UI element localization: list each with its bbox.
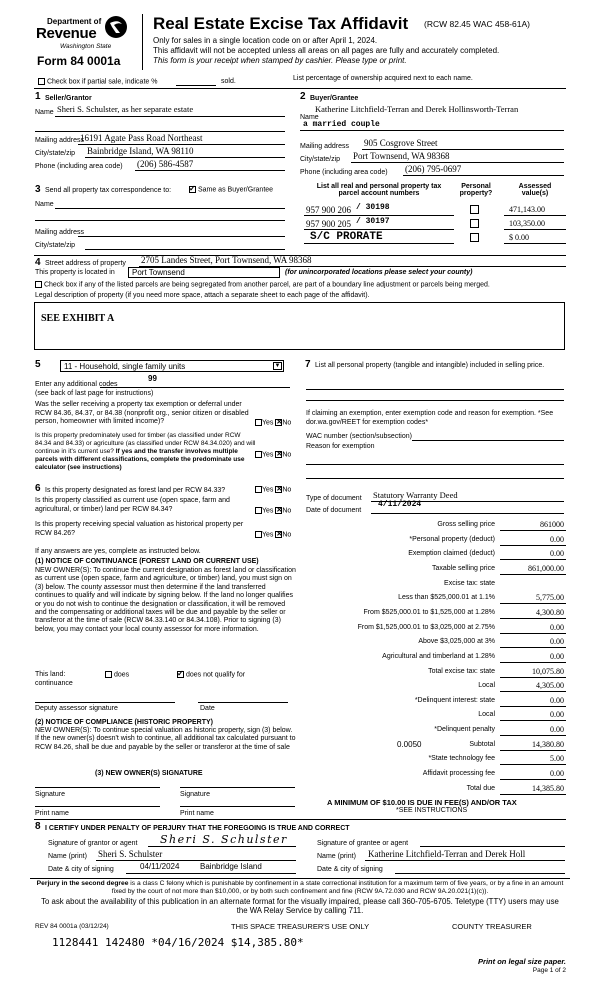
seller-mailing-field[interactable]: 16191 Agate Pass Road Northeast — [80, 133, 203, 143]
grantee-name-label: Name (print) — [317, 853, 356, 860]
calc-row — [300, 769, 566, 781]
corr-city-field[interactable] — [85, 249, 285, 250]
calc-row-label: Local — [478, 682, 495, 689]
no-label: No — [282, 419, 292, 427]
table-row[interactable] — [304, 217, 566, 231]
perjury-notice — [30, 880, 570, 896]
additional-codes-label: Enter any additional codes — [35, 381, 118, 388]
current-use-no-checkbox[interactable] — [275, 507, 282, 514]
assessed-value: $ 0.00 — [509, 233, 529, 242]
if-yes-note: If any answers are yes, complete as instructed below. — [35, 548, 201, 555]
header-note-1: Only for sales in a single location code on or after April 1, 2024. — [153, 36, 378, 45]
calc-row-value[interactable]: 0.00 — [550, 769, 564, 778]
location-value: Port Townsend — [132, 268, 185, 277]
parcel-number: S/C PRORATE — [310, 231, 383, 243]
grantor-name-field[interactable]: Sheri S. Schulster — [98, 849, 163, 859]
doc-type-label: Type of document — [306, 495, 362, 502]
treasurer-state-label: THIS SPACE TREASURER'S USE ONLY — [231, 922, 370, 931]
calc-row-value[interactable]: 4,300.80 — [536, 608, 564, 617]
calc-row-label: Local — [478, 711, 495, 718]
perjury-bold: Perjury in the second degree — [36, 880, 129, 887]
parcel-number: 957 900 205 — [306, 219, 351, 229]
deputy-date-label: Date — [200, 705, 215, 712]
use-code-select[interactable] — [60, 360, 284, 372]
section3-num: 3 — [35, 184, 41, 195]
calc-row-label: Affidavit processing fee — [422, 770, 495, 777]
alt-format-notice: To ask about the availability of this publication in an alternate format for the visually impaired, please call 360-705-6705. Teletype (TTY) users may use the WA Relay Service by calling 711. — [41, 897, 559, 915]
calc-row-value[interactable]: 0.00 — [550, 710, 564, 719]
grantee-date-label: Date & city of signing — [317, 866, 383, 873]
historic-question: Is this property receiving special valuation as historical property per RCW 84.26? — [35, 521, 244, 537]
calc-row-label: Excise tax: state — [444, 580, 495, 587]
located-note: (for unincorporated locations please select your county) — [285, 269, 473, 276]
print-name-label-1: Print name — [35, 810, 69, 817]
legal-desc-label: Legal description of property (if you need more space, attach a separate sheet to each page of the affidavit). — [35, 292, 370, 299]
no-label: No — [282, 531, 292, 539]
calc-row — [300, 652, 566, 664]
table-row[interactable] — [304, 231, 566, 245]
calc-row — [300, 608, 566, 620]
doc-date-label: Date of document — [306, 507, 362, 514]
seller-city-label: City/state/zip — [35, 150, 76, 157]
dor-logo — [34, 12, 130, 70]
street-label: Street address of property — [45, 260, 126, 267]
calc-row — [300, 725, 566, 737]
calc-row — [300, 579, 566, 591]
location-select[interactable] — [128, 267, 280, 278]
table-row[interactable] — [304, 203, 566, 217]
grantee-date-field[interactable] — [395, 873, 565, 874]
ownership-note: List percentage of ownership acquired next to each name. — [293, 75, 473, 82]
calc-row-value[interactable]: 5.00 — [550, 754, 564, 763]
corr-name-field[interactable] — [55, 208, 285, 209]
timber-yes-checkbox[interactable] — [255, 451, 262, 458]
calc-row-value[interactable]: 0.00 — [550, 623, 564, 632]
timber-no-checkbox[interactable] — [275, 451, 282, 458]
seller-phone-label: Phone (including area code) — [35, 163, 123, 170]
notice1-title: (1) NOTICE OF CONTINUANCE (FOREST LAND OR CURRENT USE) — [35, 558, 259, 565]
current-use-question: Is this property classified as current use (open space, farm and agricultural, or timber) land per RCW 84.34? — [35, 497, 230, 513]
timber-question-text: Is this property predominately used for timber (as classified under RCW 84.34 and 84.33) or agriculture (as classified under RCW 84.34.020) and will continue in it's current use? — [35, 432, 256, 455]
buyer-city-label: City/state/zip — [300, 156, 341, 163]
local-rate: 0.0050 — [397, 740, 422, 749]
header-note-2: This affidavit will not be accepted unless all areas on all pages are fully and accurately completed. — [153, 46, 500, 55]
signature-label-2: Signature — [180, 791, 210, 798]
notice2-body: NEW OWNER(S): To continue special valuation as historic property, sign (3) below. If the new owner(s) doesn't wish to continue, all additional tax calculated pursuant to RCW 84.26, shall be due and payable by the seller or transferor at the time of sale — [35, 727, 296, 751]
parcel-header-assessed: Assessed value(s) — [518, 183, 552, 197]
this-land-label: This land: — [35, 671, 66, 678]
calc-row-value[interactable]: 10,075.80 — [532, 667, 564, 676]
parcel-sub: / 30197 — [356, 217, 390, 226]
see-back-note: (see back of last page for instructions) — [35, 390, 154, 397]
personal-property-field[interactable] — [306, 389, 564, 390]
see-instructions: *SEE INSTRUCTIONS — [396, 807, 468, 814]
chevron-down-icon[interactable]: ▼ — [274, 363, 281, 369]
grantor-sig-label: Signature of grantor or agent — [48, 840, 138, 847]
grantor-date-label: Date & city of signing — [48, 866, 114, 873]
perjury-text: is a class C felony which is punishable by confinement in a state correctional institution for a maximum term of five years, or by a fine in an amount fixed by the court of not more than $10,000, or by both such confinement and fine (RCW 9A.72.030 and RCW 9A.20.021(1)(c)). — [111, 880, 564, 895]
section7-num: 7 — [305, 359, 311, 370]
buyer-name-field[interactable]: Katherine Litchfield-Terran and Derek Hollinsworth-Terran — [315, 104, 519, 114]
personal-property-checkbox[interactable] — [470, 205, 479, 214]
historic-no-checkbox[interactable] — [275, 531, 282, 538]
dept-line1: Department of — [47, 17, 102, 26]
grantor-name-label: Name (print) — [48, 853, 87, 860]
calc-row-value[interactable]: 0.00 — [550, 696, 564, 705]
deputy-date-field[interactable] — [198, 702, 288, 703]
section1-num: 1 — [35, 91, 41, 102]
calc-row-value[interactable]: 861,000.00 — [528, 564, 564, 573]
calc-row-value[interactable]: 0.00 — [550, 549, 564, 558]
grantee-sig-label: Signature of grantee or agent — [317, 840, 409, 847]
calc-row-label: Above $3,025,000 at 3% — [418, 638, 495, 645]
notice2-title: (2) NOTICE OF COMPLIANCE (HISTORIC PROPERTY) — [35, 719, 213, 726]
seller-mailing-label: Mailing address — [35, 137, 85, 144]
personal-property-label: List all personal property (tangible and intangible) included in selling price. — [315, 362, 545, 369]
notice3-title: (3) NEW OWNER(S) SIGNATURE — [95, 770, 203, 777]
calc-row-label: Total due — [466, 785, 495, 792]
calc-row-label: Agricultural and timberland at 1.28% — [382, 653, 495, 660]
calc-row — [300, 564, 566, 576]
segregated-checkbox[interactable] — [35, 281, 42, 288]
parcel-header-list: List all real and personal property tax parcel account numbers — [316, 183, 442, 197]
historic-yes-checkbox[interactable] — [255, 531, 262, 538]
use-code-value: 11 - Household, single family units — [64, 362, 186, 371]
personal-property-checkbox[interactable] — [470, 233, 479, 242]
certify-text: I CERTIFY UNDER PENALTY OF PERJURY THAT THE FOREGOING IS TRUE AND CORRECT — [45, 825, 350, 832]
calc-row — [300, 740, 566, 752]
parcel-number: 957 900 206 — [306, 205, 351, 215]
buyer-phone-field[interactable]: (206) 795-0697 — [405, 164, 462, 174]
calc-row-value[interactable]: 14,385.80 — [532, 784, 564, 793]
seller-phone-field[interactable]: (206) 586-4587 — [137, 159, 194, 169]
dept-line3: Washington State — [60, 43, 112, 50]
reason-field[interactable] — [306, 464, 564, 465]
grantee-name-field[interactable]: Katherine Litchfield-Terran and Derek Holl — [368, 849, 526, 859]
yes-label: Yes — [262, 451, 274, 459]
doc-date-field[interactable]: 4/11/2024 — [378, 500, 422, 509]
calc-row-label: *State technology fee — [428, 755, 495, 762]
assessed-value: 103,350.00 — [509, 219, 545, 228]
section4-num: 4 — [35, 257, 41, 268]
additional-codes-field[interactable]: 99 — [148, 374, 157, 383]
calc-row-label: Total excise tax: state — [428, 668, 495, 675]
calc-row-label: *Delinquent interest: state — [414, 697, 495, 704]
form-number: Form 84 0001a — [37, 54, 121, 68]
revenue-logo-icon — [104, 15, 128, 39]
exemption-no-checkbox[interactable] — [275, 419, 282, 426]
calc-row-label: From $525,000.01 to $1,525,000 at 1.28% — [363, 609, 495, 616]
located-label: This property is located in — [35, 269, 115, 276]
calc-row-label: *Personal property (deduct) — [409, 536, 495, 543]
legal-description-value: SEE EXHIBIT A — [41, 313, 115, 324]
header-note-3: This form is your receipt when stamped by cashier. Please type or print. — [153, 56, 407, 65]
calc-row-value[interactable]: 0.00 — [550, 725, 564, 734]
corr-mailing-label: Mailing address — [35, 229, 85, 236]
partial-percent-field[interactable] — [176, 85, 216, 86]
land-does-not-label: does not qualify for — [185, 671, 246, 679]
buyer-mailing-label: Mailing address — [300, 143, 350, 150]
calc-row-value[interactable]: 4,305.00 — [536, 681, 564, 690]
section8-num: 8 — [35, 821, 41, 832]
calc-row-value[interactable]: 0.00 — [550, 535, 564, 544]
calc-row — [300, 623, 566, 635]
buyer-heading: Buyer/Grantee — [310, 95, 359, 102]
assessed-value: 471,143.00 — [509, 205, 545, 214]
corr-name-label: Name — [35, 201, 54, 208]
exemption-yes-checkbox[interactable] — [255, 419, 262, 426]
calc-row-value[interactable]: 0.00 — [550, 637, 564, 646]
new-owner-print-1[interactable] — [35, 806, 160, 807]
buyer-city-field[interactable]: Port Townsend, WA 98368 — [353, 151, 450, 161]
land-does-checkbox[interactable] — [105, 671, 112, 678]
calc-row-label: *Delinquent penalty — [434, 726, 495, 733]
no-label: No — [282, 486, 292, 494]
correspondence-label: Send all property tax correspondence to: — [45, 187, 172, 194]
forest-yes-checkbox[interactable] — [255, 486, 262, 493]
section2-num: 2 — [300, 91, 306, 102]
grantor-signature-field[interactable]: Sheri S. Schulster — [160, 833, 288, 846]
forest-no-checkbox[interactable] — [275, 486, 282, 493]
calc-row-value[interactable]: 5,775.00 — [536, 593, 564, 602]
grantor-city-field[interactable]: Bainbridge Island — [200, 862, 262, 871]
exemption-question: Was the seller receiving a property tax exemption or deferral under RCW 84.36, 84.37, or 84.38 (nonprofit org., senior citizen or disabled person, homeowner with limited income)? — [35, 401, 249, 425]
calc-row — [300, 520, 566, 532]
corr-mailing-field[interactable] — [78, 236, 285, 237]
wac-label: WAC number (section/subsection) — [306, 433, 412, 440]
timber-question — [35, 432, 257, 472]
calc-row-value[interactable]: 14,380.80 — [532, 740, 564, 749]
calc-row — [300, 784, 566, 796]
page-number: Page 1 of 2 — [532, 967, 566, 974]
calc-row — [300, 593, 566, 605]
treasurer-county-label: COUNTY TREASURER — [452, 922, 532, 931]
wac-field[interactable] — [412, 440, 564, 441]
new-owner-signature-1[interactable] — [35, 787, 160, 788]
same-as-buyer-checkbox[interactable] — [189, 186, 196, 193]
calc-row — [300, 696, 566, 708]
yes-label: Yes — [262, 531, 274, 539]
calc-row — [300, 710, 566, 722]
partial-sale-checkbox[interactable] — [38, 78, 45, 85]
seller-name-field[interactable]: Sheri S. Schulster, as her separate estate — [57, 104, 194, 114]
print-name-label-2: Print name — [180, 810, 214, 817]
new-owner-signature-2[interactable] — [180, 787, 295, 788]
buyer-name-label: Name — [300, 114, 319, 121]
reason-label: Reason for exemption — [306, 443, 375, 450]
grantee-signature-field[interactable] — [420, 846, 565, 847]
land-does-not-checkbox[interactable] — [177, 671, 184, 678]
personal-property-checkbox[interactable] — [470, 219, 479, 228]
buyer-phone-label: Phone (including area code) — [300, 169, 388, 176]
corr-city-label: City/state/zip — [35, 242, 76, 249]
calc-row-value[interactable]: 0.00 — [550, 652, 564, 661]
calc-row — [300, 754, 566, 766]
no-label: No — [282, 507, 292, 515]
calc-row — [300, 667, 566, 679]
notice1-body: NEW OWNER(S): To continue the current designation as forest land or classification as current use (open space, farm and agriculture, or timber) land, you must sign on (3) below. The county assessor must then determine if the land transferred continues to qualify and will indicate by signing below. If the land no longer qualifies or you do not wish to continue the designation or classification, it will be removed and the compensating or additional taxes will be due and payable by the seller or transferor at the time of sale (RCW 84.33.140 or 84.34.108). Prior to signing (3) below, you may contact your local county assessor for more information. — [35, 567, 296, 633]
section6-num: 6 — [35, 483, 41, 494]
buyer-name-field-2[interactable]: a married couple — [303, 120, 380, 129]
revision-label: REV 84 0001a (03/12/24) — [35, 923, 109, 930]
legal-description-field[interactable] — [34, 302, 565, 350]
treasurer-stamp: 1128441 142480 *04/16/2024 $14,385.80* — [52, 936, 304, 949]
timber-question-bold: If yes and the transfer involves multiple parcels with different classifications, complete the predominate use calculator (see instructions) — [35, 448, 245, 471]
grantor-date-field[interactable]: 04/11/2024 — [140, 862, 180, 871]
calc-row-label: Exemption claimed (deduct) — [408, 550, 495, 557]
doc-type-field[interactable]: Statutory Warranty Deed — [373, 490, 458, 500]
yes-label: Yes — [262, 419, 274, 427]
rcw-reference: (RCW 82.45 WAC 458-61A) — [424, 19, 530, 29]
buyer-mailing-field[interactable]: 905 Cosgrove Street — [364, 138, 438, 148]
section5-num: 5 — [35, 359, 41, 370]
minimum-notice: A MINIMUM OF $10.00 IS DUE IN FEE(S) AND/OR TAX — [327, 798, 517, 807]
calc-row-label: From $1,525,000.01 to $3,025,000 at 2.75% — [357, 624, 495, 631]
no-label: No — [282, 451, 292, 459]
land-does-label: does — [113, 671, 130, 679]
new-owner-print-2[interactable] — [180, 806, 295, 807]
sold-label: sold. — [221, 78, 236, 85]
yes-label: Yes — [262, 507, 274, 515]
seller-name-label: Name — [35, 109, 54, 116]
calc-row-label: Less than $525,000.01 at 1.1% — [398, 594, 495, 601]
legal-size-note: Print on legal size paper. — [478, 957, 566, 966]
yes-label: Yes — [262, 486, 274, 494]
segregated-label: Check box if any of the listed parcels are being segregated from another parcel, are part of a boundary line adjustment or parcels being merged. — [43, 281, 490, 289]
current-use-yes-checkbox[interactable] — [255, 507, 262, 514]
calc-row-label: Taxable selling price — [431, 565, 495, 572]
parcel-header-personal: Personal property? — [459, 183, 493, 197]
seller-heading: Seller/Grantor — [45, 95, 92, 102]
calc-row-label: Gross selling price — [437, 521, 495, 528]
page-title: Real Estate Excise Tax Affidavit — [153, 14, 409, 33]
parcel-sub: / 30198 — [356, 203, 390, 212]
partial-sale-label: Check box if partial sale, indicate % — [46, 78, 158, 86]
same-as-buyer-label: Same as Buyer/Grantee — [197, 186, 274, 194]
calc-row-label: Subtotal — [469, 741, 495, 748]
calc-row — [300, 535, 566, 547]
continuance-label: continuance — [35, 680, 73, 687]
exemption-instructions: If claiming an exemption, enter exemption code and reason for exemption. *See dor.wa.gov/REET for exemption codes* — [306, 410, 554, 426]
deputy-signature-field[interactable] — [35, 702, 175, 703]
calc-row — [300, 549, 566, 561]
signature-label-1: Signature — [35, 791, 65, 798]
calc-row-value[interactable]: 861000 — [540, 520, 564, 529]
calc-row — [300, 681, 566, 693]
dept-line2: Revenue — [36, 25, 97, 42]
deputy-label: Deputy assessor signature — [35, 705, 118, 712]
calc-row — [300, 637, 566, 649]
forest-question: Is this property designated as forest land per RCW 84.33? — [45, 487, 226, 494]
seller-city-field[interactable]: Bainbridge Island, WA 98110 — [87, 146, 194, 156]
street-address-field[interactable]: 2705 Landes Street, Port Townsend, WA 98368 — [141, 255, 312, 265]
